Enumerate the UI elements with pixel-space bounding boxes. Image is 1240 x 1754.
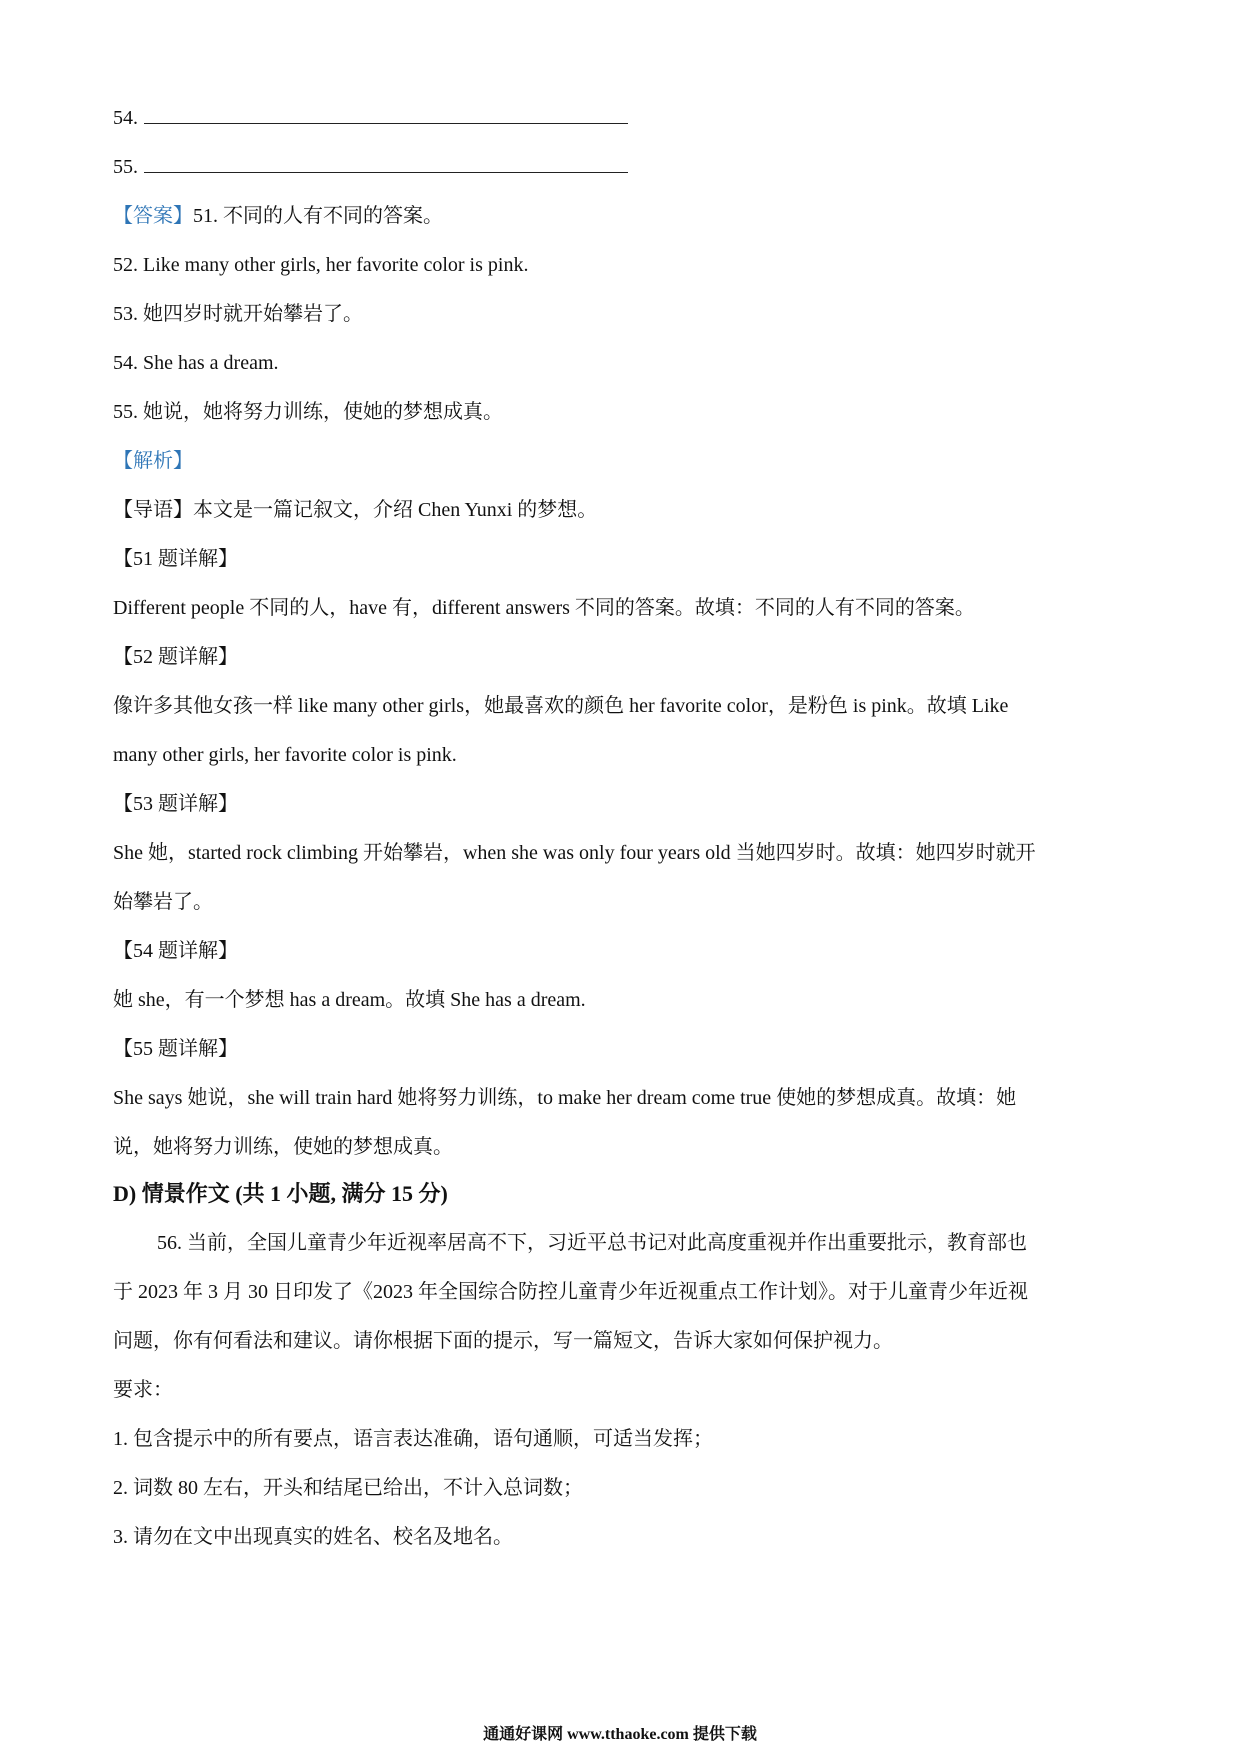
- answer-55: 55. 她说，她将努力训练，使她的梦想成真。: [113, 401, 503, 423]
- detail-52-text-1: 像许多其他女孩一样 like many other girls，她最喜欢的颜色 her favorite color，是粉色 is pink。故填 Like: [113, 695, 1009, 717]
- blank-55-underline[interactable]: [144, 154, 628, 173]
- answer-52: 52. Like many other girls, her favorite color is pink.: [113, 254, 529, 276]
- q56-line-1: 56. 当前，全国儿童青少年近视率居高不下，习近平总书记对此高度重视并作出重要批示，教育部也: [157, 1232, 1027, 1254]
- section-d-heading: D) 情景作文 (共 1 小题, 满分 15 分): [113, 1181, 448, 1206]
- detail-54-text: 她 she，有一个梦想 has a dream。故填 She has a dream.: [113, 989, 586, 1011]
- detail-53-heading: 【53 题详解】: [113, 793, 238, 815]
- answer-tag: 【答案】: [113, 205, 193, 227]
- detail-52-heading: 【52 题详解】: [113, 646, 238, 668]
- detail-51-text: Different people 不同的人，have 有，different answers 不同的答案。故填：不同的人有不同的答案。: [113, 597, 975, 619]
- analysis-intro: 【导语】本文是一篇记叙文，介绍 Chen Yunxi 的梦想。: [113, 499, 598, 521]
- q56-line-2: 于 2023 年 3 月 30 日印发了《2023 年全国综合防控儿童青少年近视重点工作计划》。对于儿童青少年近视: [113, 1281, 1028, 1303]
- q56-line-3: 问题，你有何看法和建议。请你根据下面的提示，写一篇短文，告诉大家如何保护视力。: [113, 1330, 893, 1352]
- requirement-2: 2. 词数 80 左右，开头和结尾已给出，不计入总词数；: [113, 1477, 583, 1499]
- blank-54-number: 54.: [113, 107, 138, 129]
- requirements-title: 要求：: [113, 1379, 173, 1401]
- detail-54-heading: 【54 题详解】: [113, 940, 238, 962]
- detail-52-text-2: many other girls, her favorite color is pink.: [113, 744, 457, 766]
- detail-55-heading: 【55 题详解】: [113, 1038, 238, 1060]
- answer-51: 51. 不同的人有不同的答案。: [193, 205, 443, 227]
- requirement-3: 3. 请勿在文中出现真实的姓名、校名及地名。: [113, 1526, 513, 1548]
- detail-51-heading: 【51 题详解】: [113, 548, 238, 570]
- detail-55-text-1: She says 她说，she will train hard 她将努力训练，to make her dream come true 使她的梦想成真。故填：她: [113, 1087, 1017, 1109]
- detail-53-text-2: 始攀岩了。: [113, 891, 213, 913]
- answer-54: 54. She has a dream.: [113, 352, 279, 374]
- detail-55-text-2: 说，她将努力训练，使她的梦想成真。: [113, 1136, 453, 1158]
- blank-54-underline[interactable]: [144, 105, 628, 124]
- analysis-tag: 【解析】: [113, 450, 193, 472]
- requirement-1: 1. 包含提示中的所有要点，语言表达准确，语句通顺，可适当发挥；: [113, 1428, 713, 1450]
- answer-51-line: [113, 202, 443, 230]
- blank-55-number: 55.: [113, 156, 138, 178]
- blank-54: [113, 104, 628, 132]
- page-footer: 通通好课网 www.tthaoke.com 提供下载: [483, 1726, 757, 1743]
- detail-53-text-1: She 她，started rock climbing 开始攀岩，when she was only four years old 当她四岁时。故填：她四岁时就开: [113, 842, 1036, 864]
- answer-53: 53. 她四岁时就开始攀岩了。: [113, 303, 363, 325]
- blank-55: [113, 153, 628, 181]
